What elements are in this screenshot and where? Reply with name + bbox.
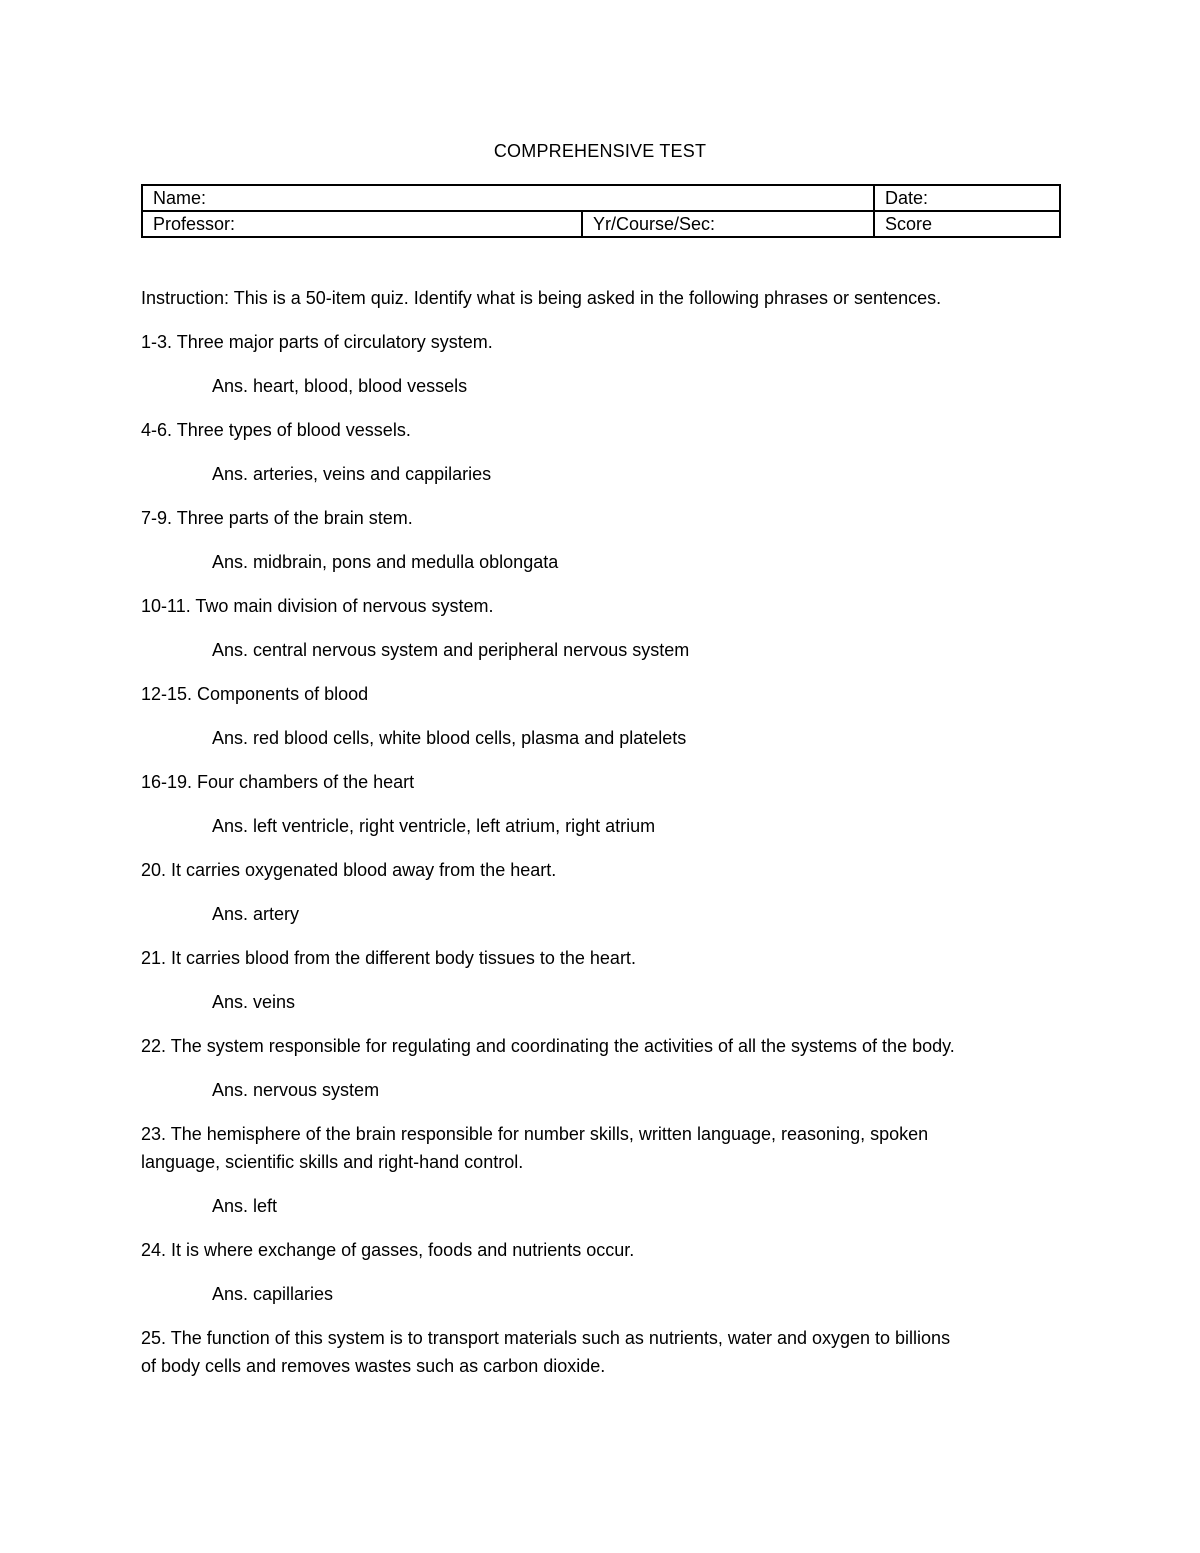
question-text: 23. The hemisphere of the brain responsible for number skills, written language, reasoning, spoken [141,1124,929,1144]
quiz-items [141,328,1071,1380]
question-item [141,328,1071,356]
question-text: 22. The system responsible for regulating and coordinating the activities of all the systems of the body. [141,1036,955,1056]
course-field[interactable]: Yr/Course/Sec: [582,211,874,237]
score-field[interactable]: Score [874,211,1060,237]
instruction-text: Instruction: This is a 50-item quiz. Identify what is being asked in the following phrases or sentences. [141,288,942,308]
question-text: 4-6. Three types of blood vessels. [141,420,411,440]
question-text: 10-11. Two main division of nervous system. [141,596,494,616]
answer-text: Ans. veins [212,992,296,1012]
answer-text: Ans. left ventricle, right ventricle, left atrium, right atrium [212,816,656,836]
question-item [141,416,1071,444]
date-field[interactable]: Date: [874,185,1060,211]
answer-text: Ans. central nervous system and peripheral nervous system [212,640,690,660]
quiz-content [141,284,1071,1396]
question-item [141,944,1071,972]
page-title: COMPREHENSIVE TEST [493,141,707,161]
question-text: 12-15. Components of blood [141,684,369,704]
question-item [141,592,1071,620]
student-info-table [141,184,1061,238]
question-text: 24. It is where exchange of gasses, foods and nutrients occur. [141,1240,635,1260]
question-text: 7-9. Three parts of the brain stem. [141,508,413,528]
answer-text: Ans. arteries, veins and cappilaries [212,464,492,484]
question-item [141,1236,1071,1264]
answer-text: Ans. left [212,1196,278,1216]
answer-text: Ans. heart, blood, blood vessels [212,376,468,396]
question-text: 16-19. Four chambers of the heart [141,772,415,792]
question-item [141,1032,1071,1060]
question-text: language, scientific skills and right-hand control. [141,1152,524,1172]
answer-text: Ans. capillaries [212,1284,334,1304]
question-text: 25. The function of this system is to transport materials such as nutrients, water and oxygen to billions [141,1328,951,1348]
name-field[interactable]: Name: [142,185,874,211]
question-text: of body cells and removes wastes such as carbon dioxide. [141,1356,606,1376]
answer-text: Ans. red blood cells, white blood cells, plasma and platelets [212,728,687,748]
question-item [141,768,1071,796]
question-item [141,856,1071,884]
info-row-name [142,185,1060,211]
question-text: 1-3. Three major parts of circulatory system. [141,332,493,352]
question-text: 20. It carries oxygenated blood away from the heart. [141,860,557,880]
answer-text: Ans. nervous system [212,1080,380,1100]
question-item [141,1120,1071,1176]
question-item [141,680,1071,708]
question-item [141,504,1071,532]
question-item [141,1324,1071,1380]
answer-text: Ans. artery [212,904,300,924]
info-row-professor [142,211,1060,237]
question-text: 21. It carries blood from the different body tissues to the heart. [141,948,636,968]
professor-field[interactable]: Professor: [142,211,582,237]
answer-text: Ans. midbrain, pons and medulla oblongata [212,552,559,572]
